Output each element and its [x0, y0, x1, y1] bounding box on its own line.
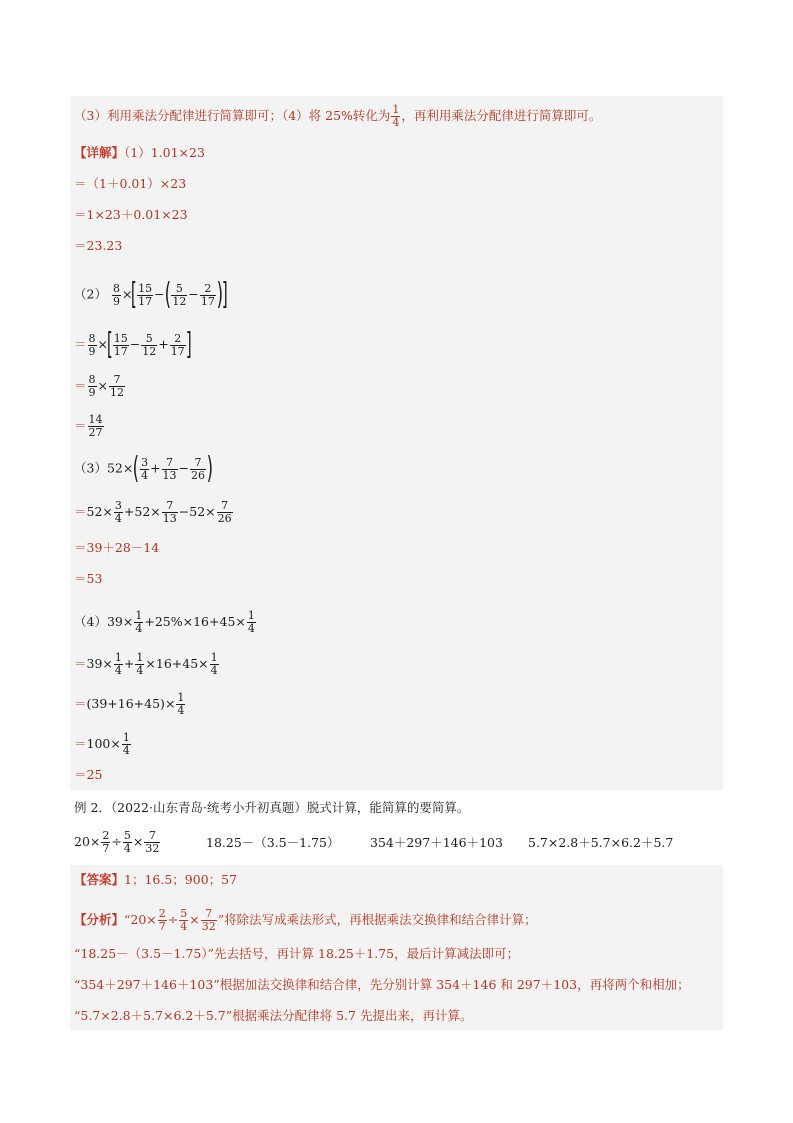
answer-tag: 【答案】	[74, 872, 125, 887]
example2-title: 例 2．（2022·山东青岛·统考小升初真题）脱式计算，能简算的要简算。	[74, 800, 470, 815]
analysis-tag: 【分析】	[74, 912, 125, 927]
detail-q2-step3: ＝ $\frac{14}{27}$	[74, 413, 103, 439]
example2-questions	[74, 830, 714, 860]
detail-q1-step2: ＝1×23＋0.01×23	[74, 207, 188, 222]
detail-q4-step3: ＝100× $\frac{1}{4}$	[74, 731, 130, 757]
detail-q3-step3: ＝53	[74, 571, 103, 586]
hint-post: ，再利用乘法分配律进行简算即可。	[401, 108, 602, 123]
answer-text: 1；16.5；900；57	[124, 872, 238, 887]
detail-q3: （3）52×( $\frac{3}{4}$ + $\frac{7}{13}$ − $\frac{7}{26}$ )	[74, 451, 214, 486]
example2-q1: 20× $\frac{2}{7}$ ÷ $\frac{5}{4}$ × $\frac{7}{32}$	[74, 829, 160, 855]
analysis-line4: “5.7×2.8＋5.7×6.2＋5.7”根据乘法分配律将 5.7 先提出来，再计算。	[74, 1008, 473, 1023]
analysis-line1: 【分析】“20× $\frac{2}{7}$ ÷ $\frac{5}{4}$ × $\frac{7}{32}$ ”将除法写成乘法形式，再根据乘法交换律和结合律计算；	[74, 907, 537, 933]
detail-q4-step2: ＝(39+16+45)× $\frac{1}{4}$	[74, 691, 185, 717]
detail-q3-step1: ＝52× $\frac{3}{4}$ +52× $\frac{7}{13}$ −52× $\frac{7}{26}$	[74, 499, 232, 525]
detail-q2-step1: ＝ $\frac{8}{9}$ ×[ $\frac{15}{17}$ − $\frac{5}{12}$ + $\frac{2}{17}$ ]	[74, 327, 192, 362]
fraction: $\frac{1}{4}$	[392, 103, 400, 129]
detail-q4-step4: ＝25	[74, 767, 103, 782]
example2-q3: 354＋297＋146＋103	[370, 835, 503, 850]
answer-line	[74, 872, 237, 888]
detail-q1-step3: ＝23.23	[74, 238, 123, 253]
detail-q1-step1: ＝（1＋0.01）×23	[74, 176, 187, 191]
example2-q4: 5.7×2.8＋5.7×6.2＋5.7	[528, 835, 674, 850]
example2-q2: 18.25－（3.5－1.75）	[206, 835, 340, 850]
detail-q3-step2: ＝39＋28－14	[74, 540, 160, 555]
detail-q4: （4）39× $\frac{1}{4}$ +25%×16+45× $\frac{1}{4}$	[74, 609, 255, 635]
detail-tag: 【详解】	[74, 145, 125, 160]
detail-q4-step1: ＝39× $\frac{1}{4}$ + $\frac{1}{4}$ ×16+45× $\frac{1}{4}$	[74, 651, 218, 677]
hint-line	[74, 104, 601, 129]
analysis-line2: “18.25－（3.5－1.75）”先去括号，再计算 18.25＋1.75，最后计算减法即可；	[74, 946, 520, 961]
detail-q2-step2: ＝ $\frac{8}{9}$ × $\frac{7}{12}$	[74, 373, 124, 399]
hint-pre: （3）利用乘法分配律进行简算即可；（4）将 25%转化为	[74, 108, 391, 123]
detail-q2: （2） $\frac{8}{9}$ ×[ $\frac{15}{17}$ −( $\frac{5}{12}$ − $\frac{2}{17}$ )]	[74, 277, 228, 312]
analysis-line3: “354＋297＋146＋103”根据加法交换律和结合律，先分别计算 354＋146 和 297＋103，再将两个和相加；	[74, 977, 690, 992]
detail-q1: 【详解】（1）1.01×23	[74, 145, 205, 160]
solution-panel	[70, 96, 723, 790]
